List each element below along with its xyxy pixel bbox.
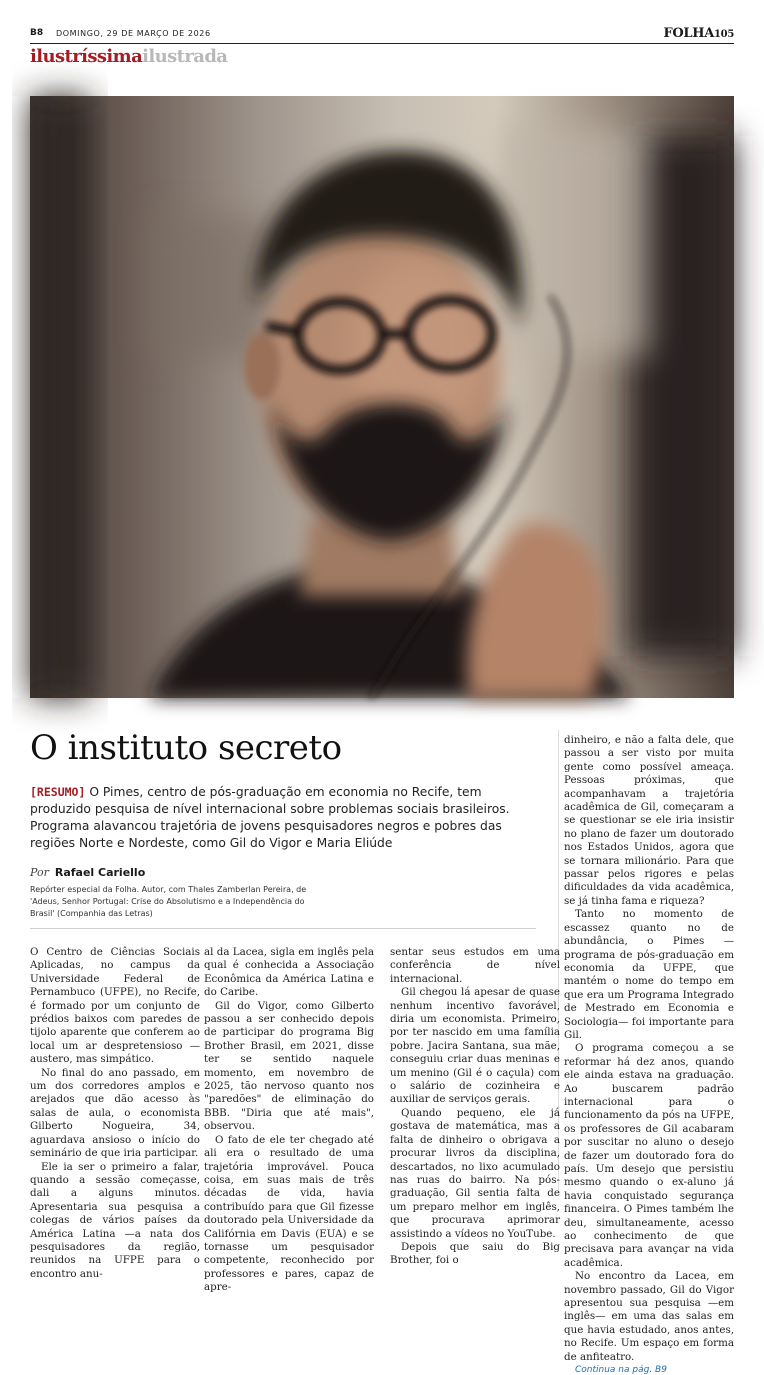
continued-link[interactable]: Continua na pág. B9	[575, 1365, 667, 1375]
article-summary	[30, 784, 536, 852]
paragraph: O Centro de Ciências Sociais Aplicadas, no campus da Universidade Federal de Pernambuco (UFPE), no Recife, é formado por um conjunto de prédios baixos com paredes de tijolo aparente que conferem ao local um ar despretensioso —austero, mas simpático.	[30, 946, 200, 1066]
body-column-2	[204, 946, 374, 1295]
section-title	[30, 46, 227, 67]
page-header	[30, 26, 734, 44]
byline	[30, 866, 145, 879]
paragraph: Gil do Vigor, como Gilberto passou a ser conhecido depois de participar do programa Big Brother Brasil, em 2021, disse ter se sentido naquele momento, em novembro de 2025, tão nervoso quanto nos "paredões" de eliminação do BBB. "Diria que até mais", observou.	[204, 999, 374, 1133]
author-name: Rafael Cariello	[54, 866, 146, 879]
edition-date: DOMINGO, 29 DE MARÇO DE 2026	[56, 29, 211, 38]
paragraph: al da Lacea, sigla em inglês pela qual é conhecida a Associação Econômica da América Latina e do Caribe.	[204, 946, 374, 999]
paragraph: No final do ano passado, em um dos corredores amplos e arejados que dão acesso às salas de aula, o economista Gilberto Nogueira, 34, aguardava ansioso o início do seminário de que iria participar.	[30, 1066, 200, 1160]
section-primary: ilustríssima	[30, 46, 143, 67]
divider	[30, 928, 536, 929]
author-bio: Repórter especial da Folha. Autor, com Thales Zamberlan Pereira, de 'Adeus, Senhor Portugal: Crise do Absolutismo e a Independência do Brasil' (Companhia das Letras)	[30, 885, 307, 918]
portrait-illustration	[30, 96, 734, 698]
paragraph: Gil chegou lá apesar de quase nenhum incentivo favorável, diria um economista. Primeiro, por ter nascido em uma família pobre. Jacira Santana, sua mãe, conseguiu criar duas meninas e um menino (Gil é o caçula) com o salário de cozinheira e auxiliar de serviços gerais.	[390, 986, 560, 1106]
paragraph: Tanto no momento de escassez quanto no de abundância, o Pimes —programa de pós-graduação em economia da UFPE, que mantém o nome do tempo em que era um Programa Integrado de Mestrado em Economia e Sociologia— foi importante para Gil.	[564, 908, 734, 1041]
article-headline: O instituto secreto	[30, 728, 342, 768]
byline-prefix: Por	[30, 866, 49, 879]
body-column-4	[564, 734, 734, 1375]
article-photo	[30, 96, 734, 698]
paragraph: No encontro da Lacea, em novembro passado, Gil do Vigor apresentou sua pesquisa —em inglês— em uma das salas em que havia estudado, anos antes, no Recife. Um espaço em forma de anfiteatro.	[564, 1270, 734, 1363]
paragraph: Quando pequeno, ele já gostava de matemática, mas a falta de dinheiro o obrigava a procurar livros da disciplina, descartados, no lixo acumulado nas ruas do bairro. Na pós-graduação, Gil sentia falta de um preparo melhor em inglês, que procurava aprimorar assistindo a vídeos no YouTube.	[390, 1106, 560, 1240]
paragraph: sentar seus estudos em uma conferência de nível internacional.	[390, 946, 560, 985]
paragraph: O programa começou a se reformar há dez anos, quando ele ainda estava na graduação. Ao buscarem padrão internacional para o funcionamento da pós na UFPE, os professores de Gil acabaram por suscitar no aluno o desejo de fazer um doutorado fora do país. Um desejo que persistiu mesmo quando o ex-aluno já havia conquistado segurança financeira. O Pimes também lhe deu, simultaneamente, acesso ao conhecimento de que precisava para avançar na vida acadêmica.	[564, 1042, 734, 1269]
summary-tag: [RESUMO]	[30, 785, 86, 799]
page-number: B8	[30, 28, 44, 38]
logo-number: 105	[714, 29, 734, 40]
body-column-1	[30, 946, 200, 1281]
paragraph: Ele ia ser o primeiro a falar, quando a sessão começasse, dali a alguns minutos. Apresentaria sua pesquisa a colegas de vários países da América Latina —a nata dos pesquisadores da região, reunidos na UFPE para o encontro anu-	[30, 1160, 200, 1280]
section-secondary: ilustrada	[142, 46, 228, 67]
summary-text: O Pimes, centro de pós-graduação em economia no Recife, tem produzido pesquisa de nível internacional sobre problemas sociais brasileiros. Programa alavancou trajetória de jovens pesquisadores negros e pobres das regiões Norte e Nordeste, como Gil do Vigor e Maria Eliúde	[30, 785, 510, 850]
paragraph: dinheiro, e não a falta dele, que passou a ser visto por muita gente como possível ameaça. Pessoas próximas, que acompanhavam a trajetória acadêmica de Gil, começaram a se questionar se ele iria insistir no plano de fazer um doutorado nos Estados Unidos, agora que se tornara milionário. Para que passar pelos rigores e pelas dificuldades da vida acadêmica, se já tinha fama e riqueza?	[564, 734, 734, 907]
newspaper-logo	[663, 26, 734, 41]
paragraph: Depois que saiu do Big Brother, foi o	[390, 1240, 560, 1267]
body-column-3	[390, 946, 560, 1268]
logo-wordmark: FOLHA	[663, 26, 715, 41]
paragraph: O fato de ele ter chegado até ali era o resultado de uma trajetória improvável. Pouca coisa, em suas mais de três décadas de vida, havia contribuído para que Gil fizesse doutorado pela Universidade da Califórnia em Davis (EUA) e se tornasse um pesquisador competente, reconhecido por professores e pares, capaz de apre-	[204, 1133, 374, 1294]
